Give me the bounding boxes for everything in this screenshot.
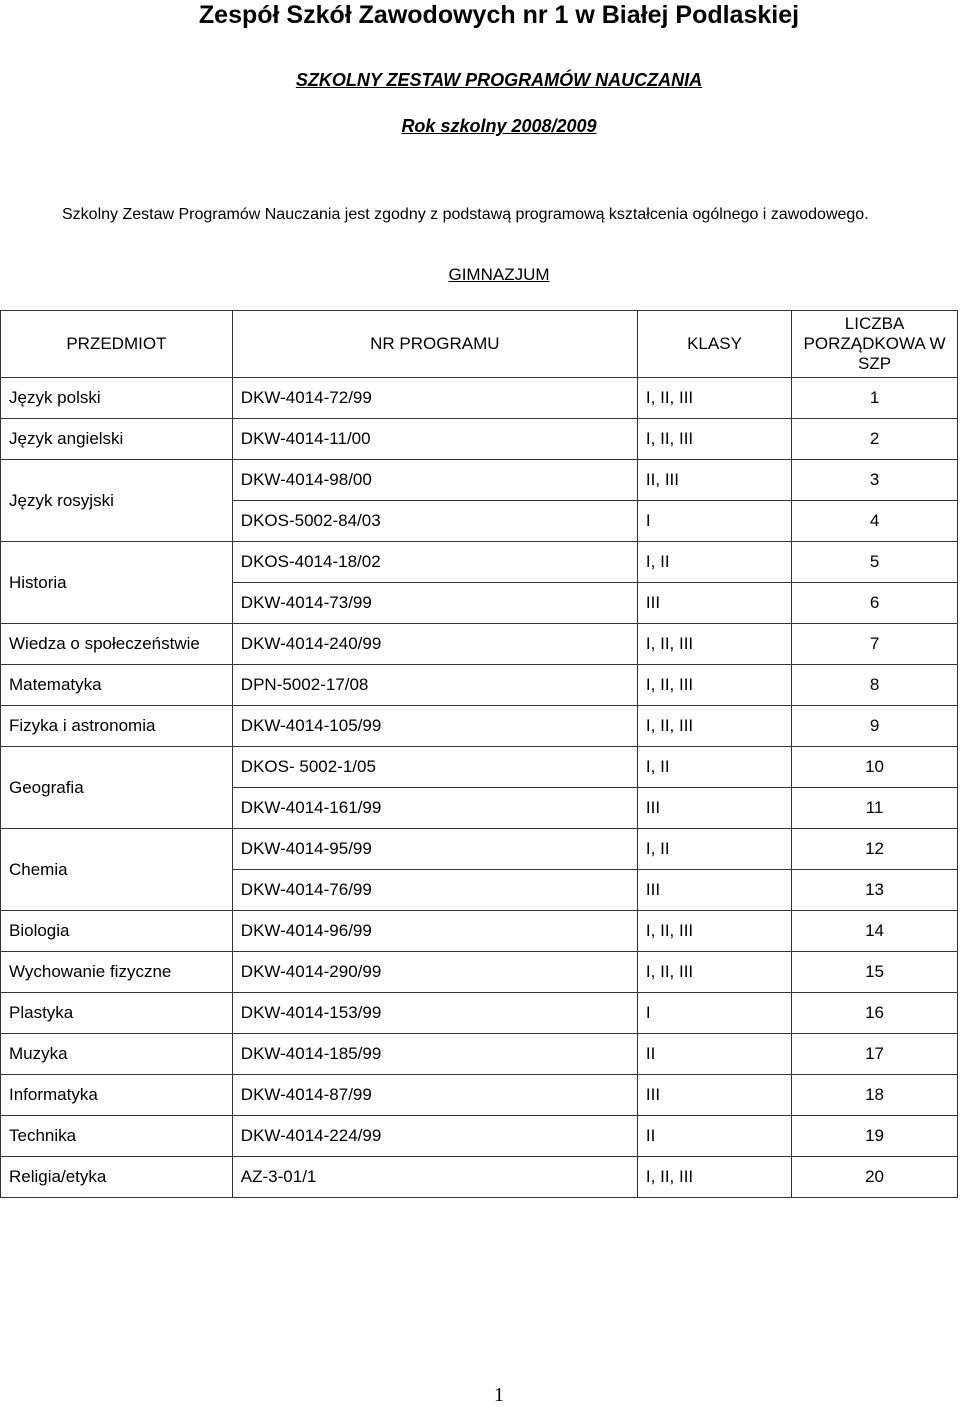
table-row: [1, 1116, 958, 1157]
classes-cell: III: [637, 788, 791, 829]
ordinal-cell: 4: [792, 501, 958, 542]
document-title: Zespół Szkół Zawodowych nr 1 w Białej Podlaskiej: [198, 1, 800, 29]
classes-cell: I: [637, 501, 791, 542]
ordinal-cell: 2: [792, 419, 958, 460]
subject-cell: Biologia: [1, 911, 233, 952]
subject-cell: Religia/etyka: [1, 1157, 233, 1198]
subject-cell: Historia: [1, 542, 233, 624]
ordinal-cell: 13: [792, 870, 958, 911]
header-subject: PRZEDMIOT: [1, 311, 233, 378]
section-heading: GIMNAZJUM: [448, 265, 550, 284]
classes-cell: I, II, III: [637, 706, 791, 747]
ordinal-cell: 14: [792, 911, 958, 952]
program-cell: DKOS- 5002-1/05: [232, 747, 637, 788]
intro-paragraph: Szkolny Zestaw Programów Nauczania jest zgodny z podstawą programową kształcenia ogólnego i zawodowego.: [62, 206, 869, 223]
program-cell: DKW-4014-96/99: [232, 911, 637, 952]
table-row: [1, 993, 958, 1034]
table-row: [1, 952, 958, 993]
program-cell: DKW-4014-87/99: [232, 1075, 637, 1116]
subject-cell: Język angielski: [1, 419, 233, 460]
table-row: [1, 542, 958, 583]
ordinal-cell: 16: [792, 993, 958, 1034]
document-subtitle: SZKOLNY ZESTAW PROGRAMÓW NAUCZANIA: [295, 70, 703, 90]
subject-cell: Informatyka: [1, 1075, 233, 1116]
subject-cell: Wiedza o społeczeństwie: [1, 624, 233, 665]
table-row: [1, 378, 958, 419]
classes-cell: I, II: [637, 542, 791, 583]
table-row: [1, 1034, 958, 1075]
ordinal-cell: 11: [792, 788, 958, 829]
ordinal-cell: 12: [792, 829, 958, 870]
classes-cell: I, II, III: [637, 378, 791, 419]
classes-cell: II: [637, 1034, 791, 1075]
program-cell: DKW-4014-72/99: [232, 378, 637, 419]
classes-cell: I, II, III: [637, 419, 791, 460]
ordinal-cell: 9: [792, 706, 958, 747]
classes-cell: I, II, III: [637, 624, 791, 665]
program-cell: DKOS-5002-84/03: [232, 501, 637, 542]
table-row: [1, 1075, 958, 1116]
program-cell: DKOS-4014-18/02: [232, 542, 637, 583]
page-number: 1: [494, 1384, 504, 1406]
header-program-number: NR PROGRAMU: [232, 311, 637, 378]
ordinal-cell: 1: [792, 378, 958, 419]
classes-cell: I, II, III: [637, 1157, 791, 1198]
program-cell: DKW-4014-161/99: [232, 788, 637, 829]
table-row: [1, 829, 958, 870]
ordinal-cell: 7: [792, 624, 958, 665]
classes-cell: III: [637, 870, 791, 911]
subject-cell: Język polski: [1, 378, 233, 419]
program-cell: AZ-3-01/1: [232, 1157, 637, 1198]
program-cell: DKW-4014-98/00: [232, 460, 637, 501]
classes-cell: I: [637, 993, 791, 1034]
subject-cell: Plastyka: [1, 993, 233, 1034]
subject-cell: Technika: [1, 1116, 233, 1157]
table-row: [1, 624, 958, 665]
program-cell: DKW-4014-95/99: [232, 829, 637, 870]
ordinal-cell: 8: [792, 665, 958, 706]
subject-cell: Chemia: [1, 829, 233, 911]
ordinal-cell: 18: [792, 1075, 958, 1116]
program-cell: DKW-4014-185/99: [232, 1034, 637, 1075]
table-row: [1, 747, 958, 788]
header-ordinal-number: LICZBA PORZĄDKOWA W SZP: [792, 311, 958, 378]
classes-cell: III: [637, 583, 791, 624]
ordinal-cell: 19: [792, 1116, 958, 1157]
program-cell: DKW-4014-290/99: [232, 952, 637, 993]
program-cell: DKW-4014-11/00: [232, 419, 637, 460]
classes-cell: III: [637, 1075, 791, 1116]
table-row: [1, 665, 958, 706]
ordinal-cell: 5: [792, 542, 958, 583]
subject-cell: Fizyka i astronomia: [1, 706, 233, 747]
classes-cell: I, II: [637, 829, 791, 870]
table-row: [1, 419, 958, 460]
ordinal-cell: 6: [792, 583, 958, 624]
ordinal-cell: 17: [792, 1034, 958, 1075]
table-row: [1, 911, 958, 952]
program-cell: DKW-4014-240/99: [232, 624, 637, 665]
table-row: [1, 460, 958, 501]
ordinal-cell: 10: [792, 747, 958, 788]
program-cell: DPN-5002-17/08: [232, 665, 637, 706]
table-row: [1, 706, 958, 747]
table-row: [1, 1157, 958, 1198]
program-table: [0, 310, 958, 1198]
subject-cell: Muzyka: [1, 1034, 233, 1075]
subject-cell: Język rosyjski: [1, 460, 233, 542]
school-year: Rok szkolny 2008/2009: [401, 116, 597, 136]
program-cell: DKW-4014-76/99: [232, 870, 637, 911]
classes-cell: I, II: [637, 747, 791, 788]
classes-cell: I, II, III: [637, 665, 791, 706]
program-cell: DKW-4014-224/99: [232, 1116, 637, 1157]
program-cell: DKW-4014-105/99: [232, 706, 637, 747]
program-cell: DKW-4014-73/99: [232, 583, 637, 624]
header-classes: KLASY: [637, 311, 791, 378]
subject-cell: Matematyka: [1, 665, 233, 706]
classes-cell: II, III: [637, 460, 791, 501]
ordinal-cell: 15: [792, 952, 958, 993]
subject-cell: Geografia: [1, 747, 233, 829]
ordinal-cell: 20: [792, 1157, 958, 1198]
classes-cell: I, II, III: [637, 952, 791, 993]
subject-cell: Wychowanie fizyczne: [1, 952, 233, 993]
classes-cell: II: [637, 1116, 791, 1157]
ordinal-cell: 3: [792, 460, 958, 501]
table-header-row: [1, 311, 958, 378]
classes-cell: I, II, III: [637, 911, 791, 952]
program-cell: DKW-4014-153/99: [232, 993, 637, 1034]
